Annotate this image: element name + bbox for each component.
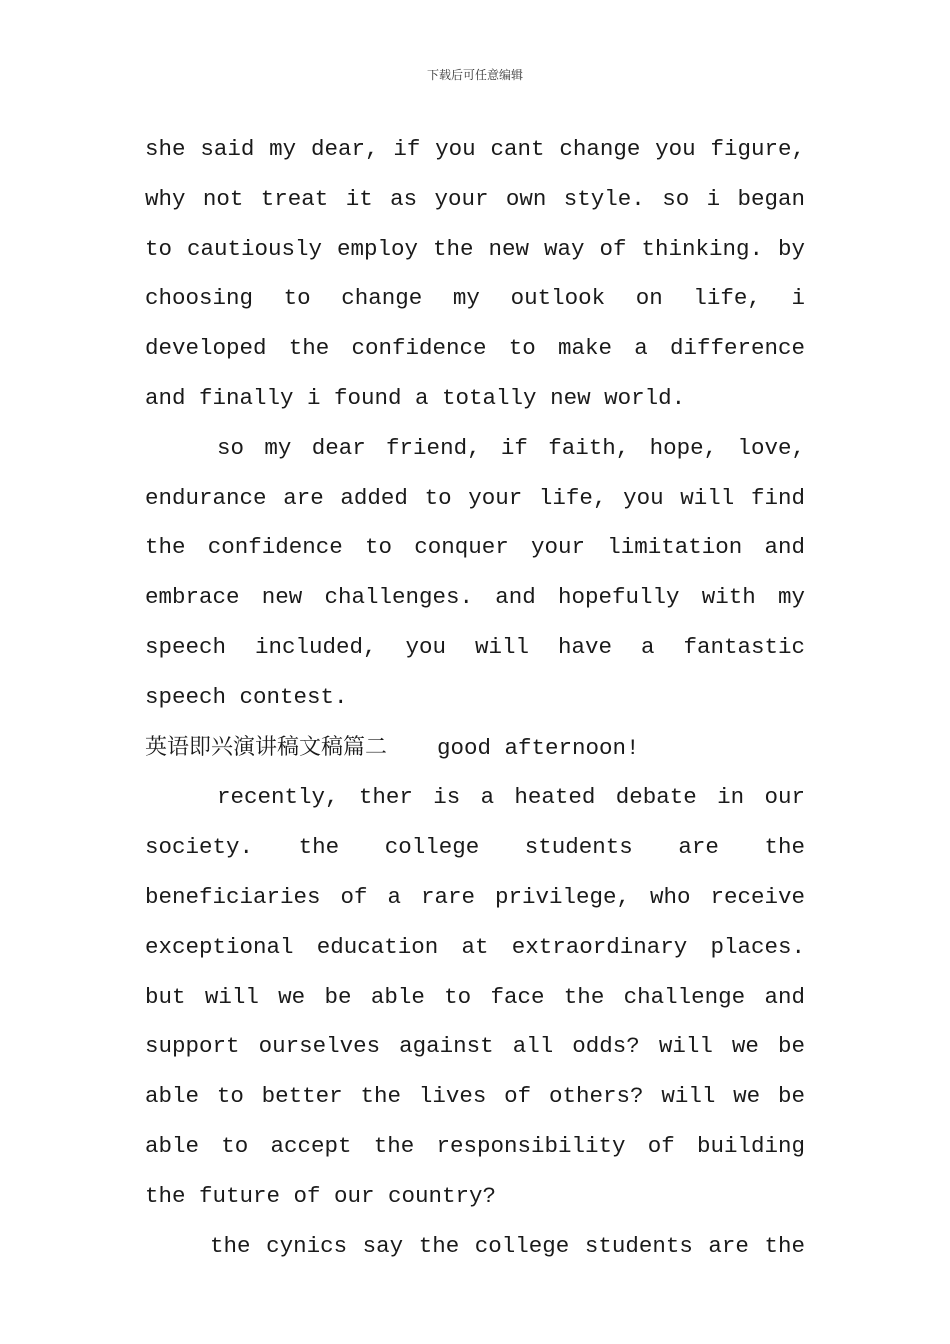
section-greeting: good afternoon! <box>437 734 640 761</box>
paragraph-my-dear-friend: so my dear friend, if faith, hope, love, endurance are added to your life, you will find the confidence to conquer your limitation and embrace new challenges. and hopefully with my speech included, you will have a fantastic speech contest. <box>145 434 805 710</box>
section-title: 英语即兴演讲稿文稿篇二 <box>145 734 388 760</box>
page-header: 下载后可任意编辑 <box>426 68 523 82</box>
section-heading <box>145 723 805 774</box>
paragraph-she-said: she said my dear, if you cant change you figure, why not treat it as your own style. so i began to cautiously employ the new way of thinking. by choosing to change my outlook on life, i developed the confidence to make a difference and finally i found a totally new world. <box>145 136 805 411</box>
document-body <box>145 125 805 1271</box>
paragraph-cynics: the cynics say the college students are the <box>210 1232 805 1259</box>
paragraph-recently: recently, ther is a heated debate in our society. the college students are the beneficiaries of a rare privilege, who receive exceptional education at extraordinary places. but will we be able to face the challenge and support ourselves against all odds? will we be able to better the lives of others? will we be able to accept the responsibility of building the future of our country? <box>145 784 805 1209</box>
